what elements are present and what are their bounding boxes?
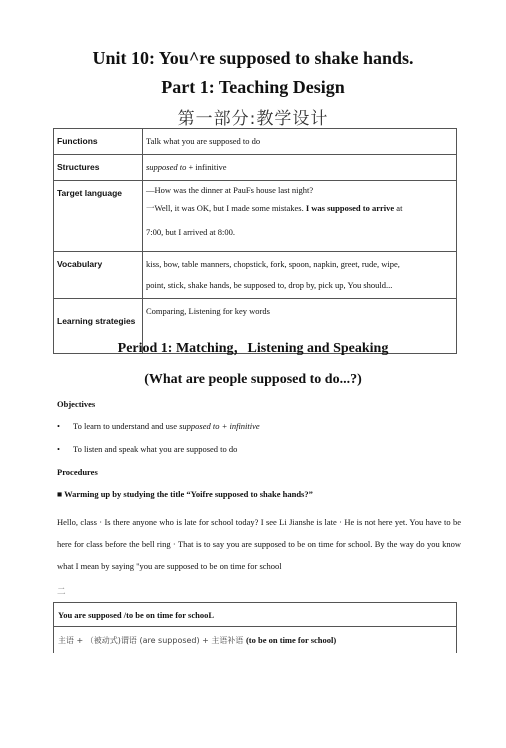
target-line-1: —How was the dinner at PauFs house last night?: [146, 185, 314, 195]
bullet-icon: •: [57, 421, 60, 431]
procedures-heading: Procedures: [57, 467, 98, 477]
vocab-line-2: point, stick, shake hands, be supposed to, drop by, pick up, You should...: [146, 280, 393, 290]
structure-chinese: 主语 + （被动式)谓语 (are supposed) + 主语补语: [58, 635, 246, 645]
learning-strategies-value: Comparing, Listening for key words: [143, 299, 457, 354]
warmup-paragraph: Hello, class · Is there anyone who is late for school today? I see Li Jianshe is late · He is not here yet. You have to be here for class before the bell ring · That is to say you are supposed to be on time for school. By the way do you know what I mean by saying "you are supposed to be on time for school: [57, 517, 461, 571]
part-title-chinese: 第一部分:教学设计: [177, 109, 329, 129]
table-row: [54, 181, 457, 252]
target-language-label: Target language: [54, 181, 143, 252]
part-title: Part 1: Teaching Design: [161, 77, 345, 97]
target-line-2-bold: I was supposed to arrive: [305, 203, 395, 213]
functions-value: Talk what you are supposed to do: [143, 129, 457, 155]
target-line-2-tail: at: [394, 203, 403, 213]
warmup-heading: ■ Warming up by studying the title “Yoifre supposed to shake hands?”: [57, 489, 313, 499]
paragraph-tail: 二: [57, 586, 66, 596]
structures-value-italic: supposed to: [146, 162, 187, 172]
sentence-structure: [54, 627, 457, 654]
period-subtitle: (What are people supposed to do...?): [144, 372, 362, 387]
table-row: [54, 252, 457, 299]
structures-label: Structures: [54, 155, 143, 181]
sentence-analysis-box: [53, 602, 457, 653]
learning-strategies-label: Learning strategies: [54, 299, 143, 354]
objective-2-text: To listen and speak what you are supposed to do: [73, 444, 238, 454]
structure-bold: (to be on time for school): [245, 634, 337, 645]
objective-1-italic: supposed to + infinitive: [179, 421, 260, 431]
target-line-3: 7:00, but I arrived at 8:00.: [146, 227, 235, 237]
structures-value-rest: + infinitive: [186, 162, 227, 172]
bullet-icon: •: [57, 444, 60, 454]
vocabulary-label: Vocabulary: [54, 252, 143, 299]
objective-1-text: To learn to understand and use: [73, 421, 180, 431]
unit-title: Unit 10: You^re supposed to shake hands.: [92, 48, 414, 68]
period-title: Period 1: Matching，Listening and Speaking: [117, 341, 389, 356]
functions-label: Functions: [54, 129, 143, 155]
example-sentence: You are supposed /to be on time for schooL: [54, 603, 457, 627]
target-line-2: [146, 197, 453, 219]
vocab-line-1: kiss, bow, table manners, chopstick, fork, spoon, napkin, greet, rude, wipe,: [146, 259, 400, 269]
teaching-design-table: [53, 128, 457, 354]
structures-value: [143, 155, 457, 181]
table-row: [54, 129, 457, 155]
target-line-2-plain: 一Well, it was OK, but I made some mistakes.: [146, 203, 306, 213]
objectives-heading: Objectives: [57, 399, 96, 409]
table-row: [54, 155, 457, 181]
target-language-value: [143, 181, 457, 252]
table-row: [54, 603, 457, 627]
table-row: [54, 627, 457, 654]
objective-item: [57, 443, 237, 455]
vocabulary-value: [143, 252, 457, 299]
objective-item: [57, 420, 260, 432]
